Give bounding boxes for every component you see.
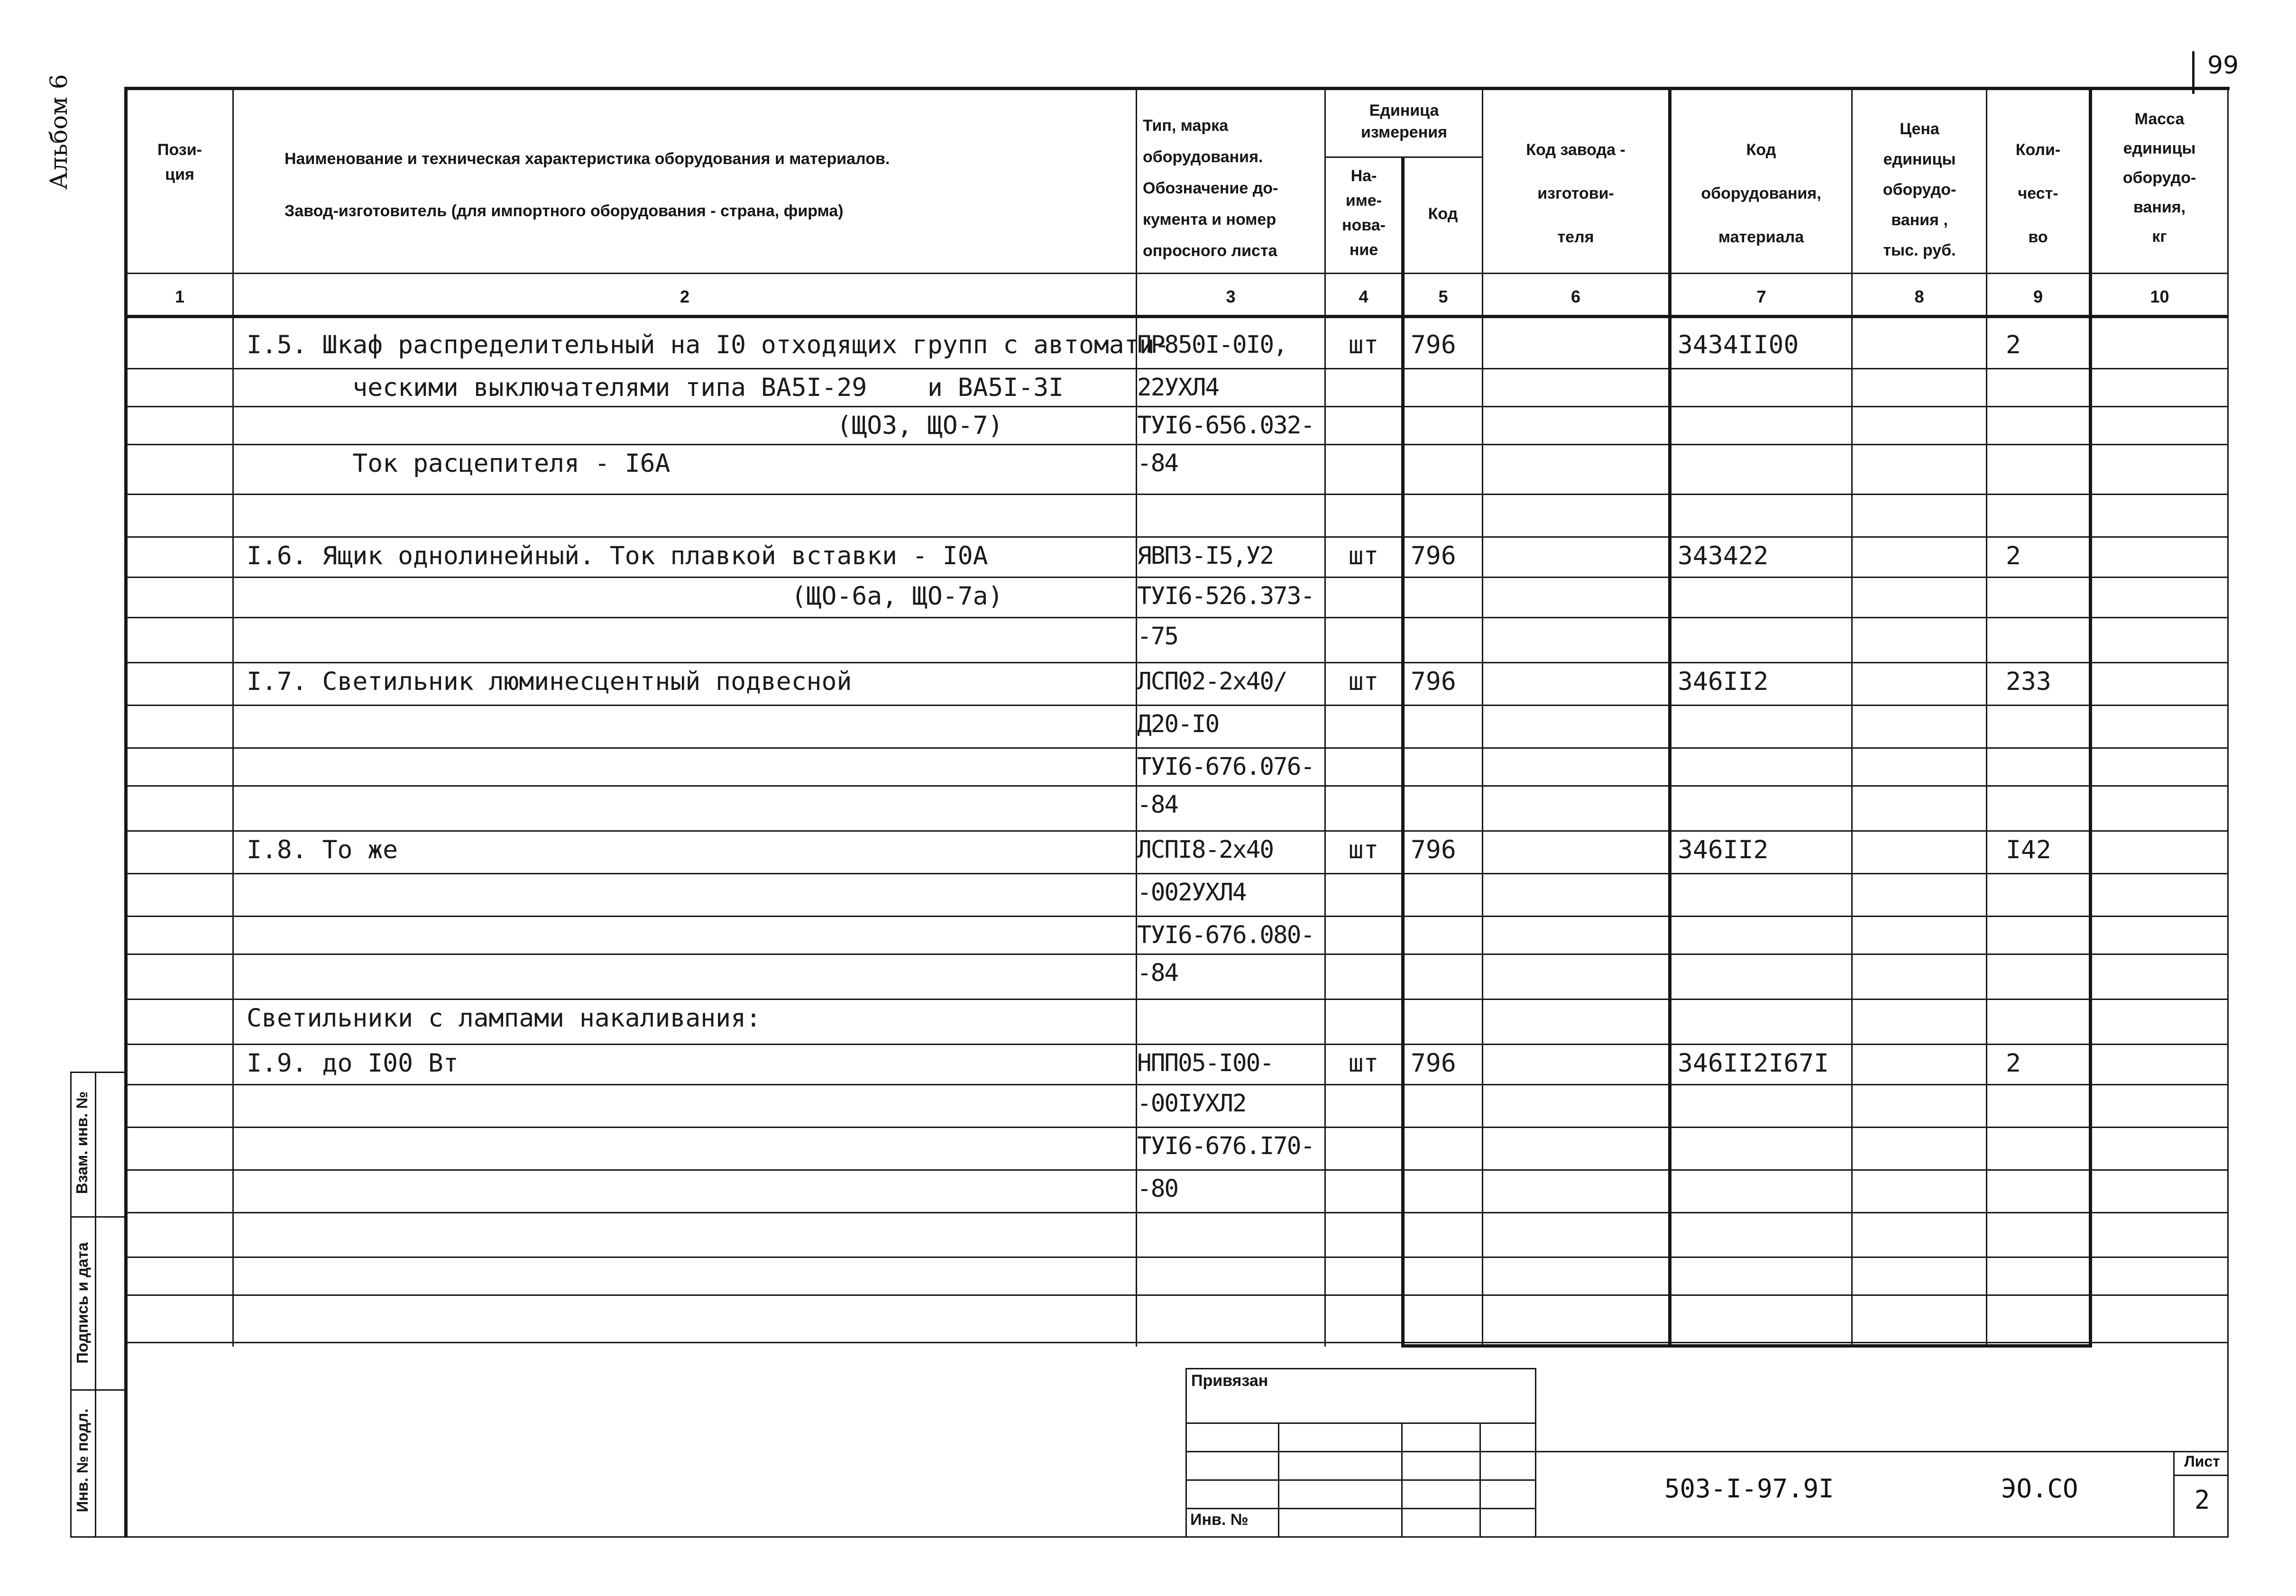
colnum-bottom-line [124,315,2229,318]
stamp-box-h4 [1185,1508,1536,1509]
table-row-line [124,368,2229,369]
table-row-line [124,999,2229,1000]
table-row-line [124,406,2229,407]
sheet-cell-line [2173,1475,2228,1476]
table-row-line [124,444,2229,445]
table-cell-c2: I.6. Ящик однолинейный. Ток плавкой вставки - I0А [247,541,988,570]
table-row-line [124,1257,2229,1258]
document-code: 503-I-97.9I [1664,1474,1834,1504]
document-mark: ЭО.СО [2001,1474,2078,1504]
table-row-line [124,617,2229,618]
table-cell-c3: НПП05-I00- [1137,1049,1274,1077]
colnum-1: 1 [174,287,185,306]
table-cell-c3: ПР850I-0I0, [1137,331,1287,359]
page-number: 99 [2207,51,2239,80]
table-cell-c2: (ЩО-6а, ЩО-7а) [247,582,1003,611]
table-cell-c3: ЛСПI8-2х40 [1137,836,1274,864]
hdr-mass: Масса единицы оборудо- вания, кг [2122,110,2196,246]
table-cell-c3: Д20-I0 [1137,710,1219,738]
sheet-label: Лист [2184,1453,2220,1470]
table-cell-c4: шт [1348,541,1379,570]
table-cell-c5: 796 [1411,835,1456,864]
table-cell-c2: I.7. Светильник люминесцентный подвесной [247,667,852,696]
colnum-4: 4 [1359,287,1368,306]
stamp-inv-no: Инв. № [1190,1511,1249,1529]
hdr-type: Тип, марка оборудования. Обозначение до- кумента и номер опросного листа [1143,117,1278,260]
table-cell-c9: I42 [2006,835,2051,864]
table-cell-c9: 2 [2006,1049,2021,1078]
title-block-top [1535,1451,2228,1452]
table-cell-c7: 346II2I67I [1678,1049,1829,1078]
table-cell-c5: 796 [1411,541,1456,570]
table-cell-c3: -84 [1137,449,1178,477]
colnum-3: 3 [1226,287,1236,306]
table-cell-c4: шт [1348,1049,1379,1078]
table-row-line [124,536,2229,538]
table-cell-c4: шт [1348,330,1379,359]
table-row-line [124,1084,2229,1085]
col-line-6 [1668,87,1671,1347]
album-label: Альбом 6 [45,74,73,190]
stamp-inv-podl: Инв. № подл. [73,1408,91,1513]
frame-right [2227,87,2229,1538]
table-cell-c2: I.5. Шкаф распределительный на I0 отходящих групп с автомати- [247,330,1170,359]
colnum-2: 2 [680,287,690,306]
table-row-line [124,1212,2229,1213]
hdr-unit: Единица измерения [1361,101,1447,141]
table-cell-c9: 2 [2006,330,2021,359]
hdr-factory-code: Код завода - изготови- теля [1526,141,1626,246]
table-cell-c3: -00IУХЛ2 [1137,1090,1246,1118]
table-cell-c5: 796 [1411,330,1456,359]
table-cell-c9: 2 [2006,541,2021,570]
colnum-7: 7 [1756,287,1766,306]
table-cell-c7: 346II2 [1678,667,1769,696]
table-cell-c3: -75 [1137,623,1178,651]
sheet-cell-left [2173,1451,2175,1537]
stamp-box-h3 [1185,1479,1536,1481]
hdr-unit-name: На- име- нова- ние [1342,167,1386,259]
col-line-8 [1986,87,1987,1347]
stamp-box-v1 [1278,1422,1279,1536]
table-cell-c5: 796 [1411,1049,1456,1078]
colnum-8: 8 [1914,287,1924,306]
hdr-price: Цена единицы оборудо- вания , тыс. руб. [1883,120,1956,259]
table-cell-c7: 3434II00 [1678,330,1799,359]
table-row-line [124,1342,2229,1343]
table-row-line [124,494,2229,495]
left-strip-bottom [70,1536,125,1538]
table-row-line [124,577,2229,578]
table-cell-c2: Ток расцепителя - I6А [247,449,670,478]
table-cell-c3: ЯВП3-I5,У2 [1137,542,1274,570]
table-cell-c9: 233 [2006,667,2051,696]
colnum-10: 10 [2150,287,2169,306]
table-cell-c2: I.8. То же [247,835,398,864]
stamp-box-v3 [1479,1422,1481,1536]
stamp-box-top [1185,1368,1536,1369]
table-row-line [124,873,2229,874]
stamp-box-right [1535,1368,1536,1538]
stamp-box-v2 [1401,1422,1403,1536]
stamp-box-h2 [1185,1451,1536,1452]
table-cell-c2: I.9. до I00 Вт [247,1049,459,1078]
stamp-vzam-inv: Взам. инв. № [73,1091,91,1194]
col-line-1 [232,87,234,1347]
frame-top [124,87,2230,90]
hdr-position: Пози- ция [157,141,202,183]
table-row-line [124,1169,2229,1171]
table-cell-c4: шт [1348,835,1379,864]
col-line-3 [1324,87,1326,1347]
table-body-bottom [1401,1344,2092,1348]
table-cell-c3: 22УХЛ4 [1137,374,1219,402]
table-cell-c3: -84 [1137,791,1178,819]
col-line-4 [1401,156,1405,1347]
table-cell-c2: ческими выключателями типа ВА5I-29 и ВА5I-3I [247,373,1064,402]
table-cell-c5: 796 [1411,667,1456,696]
table-cell-c7: 343422 [1678,541,1769,570]
hdr-name: Наименование и техническая характеристика оборудования и материалов. Завод-изготовитель (для импортного оборудования - страна, фирма) [285,150,890,220]
table-row-line [124,1044,2229,1045]
colnum-9: 9 [2033,287,2043,306]
table-cell-c3: -002УХЛ4 [1137,879,1246,907]
table-row-line [124,916,2229,917]
sheet-number: 2 [2194,1485,2210,1515]
table-cell-c3: ТУI6-676.I70- [1137,1132,1314,1160]
colnum-6: 6 [1570,287,1581,306]
stamp-signature-date: Подпись и дата [73,1242,91,1364]
left-strip-outer [70,1072,72,1536]
table-cell-c3: -80 [1137,1175,1178,1203]
table-cell-c3: ТУI6-676.080- [1137,921,1314,949]
hdr-equipment-code: Код оборудования, материала [1701,141,1821,246]
table-row-line [124,1294,2229,1296]
table-row-line [124,662,2229,663]
table-row-line [124,785,2229,787]
table-cell-c2: (ЩО3, ЩО-7) [247,411,1003,440]
table-row-line [124,747,2229,749]
colnum-5: 5 [1438,287,1448,306]
table-cell-c7: 346II2 [1678,835,1769,864]
left-strip-inner [95,1072,96,1536]
col-line-9 [2089,87,2092,1347]
table-row-line [124,830,2229,832]
table-row-line [124,954,2229,955]
table-row-line [124,1127,2229,1128]
table-cell-c4: шт [1348,667,1379,696]
table-cell-c3: ЛСП02-2х40/ [1137,668,1287,696]
header-bottom-line [124,273,2229,274]
col-line-7 [1851,87,1853,1347]
table-cell-c3: ТУI6-656.032- [1137,412,1314,440]
stamp-box-left [1185,1368,1187,1538]
frame-bottom [124,1536,2229,1538]
hdr-quantity: Коли- чест- во [2015,141,2061,246]
stamp-box-h1 [1185,1422,1536,1424]
stamp-privyazan: Привязан [1191,1372,1268,1390]
table-cell-c3: ТУI6-676.076- [1137,753,1314,781]
table-cell-c3: -84 [1137,959,1178,987]
table-cell-c3: ТУI6-526.373- [1137,582,1314,610]
col-line-5 [1482,87,1483,1347]
hdr-unit-code: Код [1428,205,1458,223]
table-cell-c2: Светильники с лампами накаливания: [247,1004,761,1033]
table-row-line [124,705,2229,706]
